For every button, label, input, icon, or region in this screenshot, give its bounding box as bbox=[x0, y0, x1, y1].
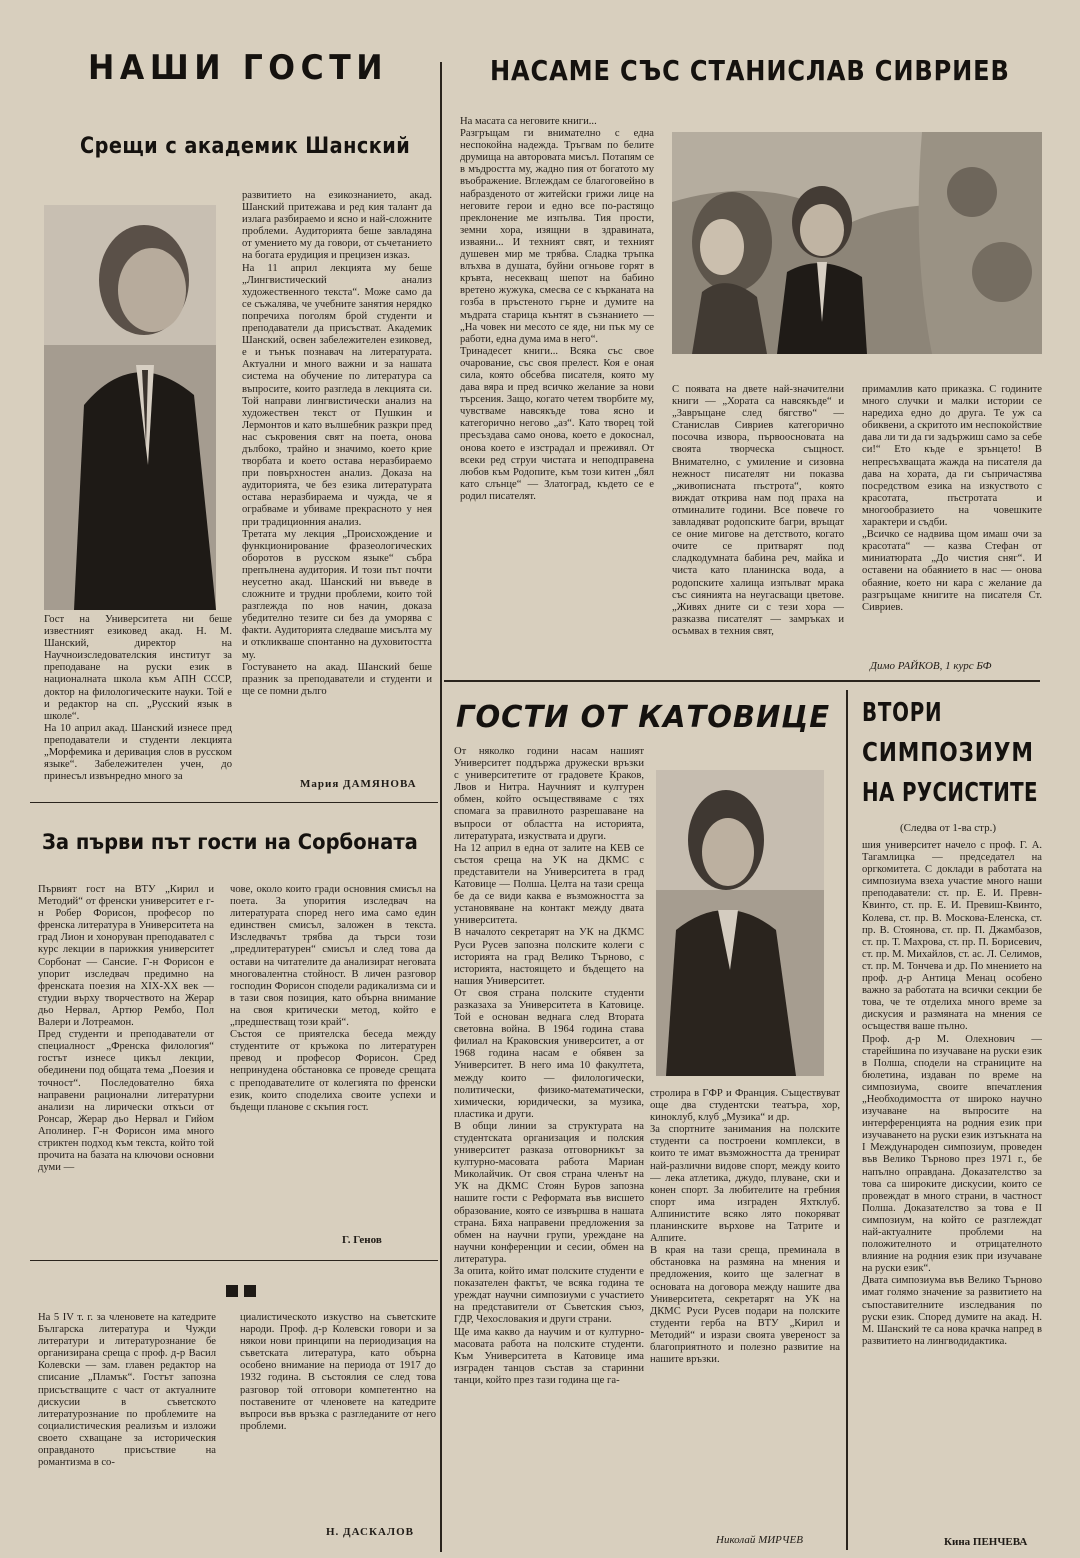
shanski-article-body: развитието на езикознанието, акад. Шанский притежава и ред кия талант да излага разбираемо и ясно и най-сложните проблеми. Аудиторията беше завладяна от умението му да говори, от съчетанието на богата ерудиция и прецизен изказ. На 11 април лекцията му беше „Лингвистический анализ художественного текста“. Може само да се съжалява, че учебните занятия нерядко попречиха поголям брой студенти и преподаватели да присъстват. Академик Шанский, освен забележителен езиковед, е и тънък познавач на литературата. Актуални и много важни и за нашата система на обучение по литература са въпросите, които разгледа в лекцията си. Той направи лингвистически анализ на художествен текст от Пушкин и Лермонтов и като вълшебник разкри пред нас съкровения свят на поета, онова дълбоко, трайно и значимо, което крие творбата и което остава неразбираемо при повърхностен анализ. Доказа на аудиторията, че без езика литературата остава неразбираема и чужда, че я ограбваме и убиваме прекрасното у нея при традиционния анализ. Третата му лекция „Происхождение и функционирование фразеологических оборотов в русском языке“ събра препълнена аудитория. И този път почти неусетно акад. Шанский ни въведе в сложните и трудни проблеми, които той разглежда по нов начин, доказа убедително тезите си без да уморява с факти. Аудиторията следваше мисълта му и откликваше спонтанно на духовитостта му. Гостуването на акад. Шанский беше празник за преподаватели и студенти и ще се помни дълго bbox=[242, 190, 432, 697]
sorbonne-col-right: чове, около които гради основния смисъл на поета. За упорития изследвач на литературата според него има само един единствен смисъл, заложен в текста. Изследвачът трябва да търси този „предлитературен“ смисъл и след това да остави на читателите да анализират неговата многовалентна стойност. В личен разговор господин Форисон сподели радикализма си и в тази своя позиция, като обърна внимание на своя критически метод, който е „предшестващ този край“. Състоя се приятелска беседа между студентите от кръжока по литературен превод и професор Форисон. Сред непринудена обстановка се проведе срещата с преподавателите от колегията по френски език, които споделиха своите успехи и бъдещи планове с скъпия гост. bbox=[230, 884, 436, 1113]
divider-sorbonne-top bbox=[30, 802, 438, 803]
column-divider-symposium bbox=[846, 690, 848, 1550]
katowice-photo bbox=[656, 770, 824, 1076]
shanski-caption: Гост на Университета ни беше известният езиковед акад. Н. М. Шанский, директор на Научноизследователския институт за преподаване на руски език в националната школа към АПН СССР, доктор на филологическите науки. Той е и редактор на сп. „Русский язык в школе“. На 10 април акад. Шанский изнесе пред преподаватели и студенти лекцията „Морфемика и деривация слов в русском языке“. Забележителен учен, до принесъл извънредно много за bbox=[44, 614, 232, 783]
portrait-silhouette-icon bbox=[44, 205, 216, 610]
kolevski-col-left: На 5 IV т. г. за членовете на катедрите Българска литература и Чужди литератури и литературознание бе организирана среща с проф. д-р Васил Колевски — зам. главен редактор на списание „Пламък“. Гостът запозна присъстващите с част от актуалните дискусии в съветското литературознание по проблемите на социалистическия реализъм и изложи своето схващане за историческия оправданото присъствие на романтизма в со- bbox=[38, 1312, 216, 1469]
katowice-col-right: стролира в ГФР и Франция. Съществуват още два студентски театъра, хор, киноклуб, клуб „Музика“ и др. За спортните занимания на полските студенти са построени комплекси, в които те имат възможността да тренират най-различни видове спорт, между които — лека атлетика, джудо, плуване, ски и конен спорт. За любителите на гребния спорт има изграден Яхтклуб. Алпинистите всяко лято покоряват планинските върхове на Татрите и Алпите. В края на тази среща, преминала в обстановка на размяна на мнения и предложения, които ще залегнат в основата на договора между нашите два Университета, секретарят на УК на ДКМС Руси Русев подари на полските студенти герба на ВТУ „Кирил и Методий“ и изрази своята увереност за благоприятното и полезно развитие на нашите връзки. bbox=[650, 1088, 840, 1366]
symposium-continued-note: (Следва от 1-ва стр.) bbox=[900, 822, 996, 834]
separator-squares bbox=[226, 1282, 266, 1296]
katowice-col-left: От няколко години насам нашият Университет поддържа дружески връзки с университетите от градовете Краков, Лвов и Нитра. Научният и културен обмен, който осъществяваме с тях спомага за правилното разрешаване на въпроси от областта на историята, литературата, изкуствата и други. На 12 април в една от залите на КЕВ се състоя среща на УК на ДКМС с представители на Университета в град Катовице — Полша. Целта на тази среща бе да се види каква е възможността за установяване на контакт между двата университета. В началото секретарят на УК на ДКМС Руси Русев запозна полските колеги с историята на град Велико Търново, с историята, настоящето и бъдещето на нашия Университет. От своя страна полските студенти разказаха за Университета в Катовице. Той е основан веднага след Втората световна война. В 1964 година става филиал на Краковския университет, а от 1968 година насам е обявен за Университет. В него има 10 факултета, между които — филологически, политически, физико-математически, химически, юридически, за музика, пластика и други. В общи линии за структурата на студентската организация и полския университет разказа отговорникът за културно-масовата работа Мариан Миколайчик. От своя страна членът на УК на ДКМС Стоян Буров запозна нашите гости с Реформата във висшето образование, която се извършва в нашата страна. Бяха направени предложения за обмен на научни групи, уреждане на научни конференции и сесии, обмен на литература. За опита, който имат полските студенти е показателен фактът, че всяка година те уреждат научни симпозиуми с участието на представители от Съветския съюз, ГДР, Чехословакия и други страни. Ще има какво да научим и от културно-масовата работа на полските студенти. Към Университета в Катовице има изграден танцов състав за старинни танци, който през тази година ще га- bbox=[454, 746, 644, 1386]
symposium-title-line3: НА РУСИСТИТЕ bbox=[862, 778, 1038, 808]
sivriev-signature: Димо РАЙКОВ, 1 курс БФ bbox=[870, 660, 992, 672]
shanski-subtitle: Срещи с академик Шанский bbox=[80, 134, 411, 159]
sivriev-title: НАСАМЕ СЪС СТАНИСЛАВ СИВРИЕВ bbox=[490, 54, 1010, 87]
sorbonne-col-left: Първият гост на ВТУ „Кирил и Методий“ от френски университет е г-н Робер Форисон, професор по френска литература в Университета на град Лион и хоноруван преподавател с курс лекции в парижкия университет Сорбонат — Сансие. Г-н Форисон е упорит изследвач предимно на френската поезия на XIX-XX век —студии върху творчеството на Жерар дьо Нервал, Артюр Рембо, Пол Валери и Лотреамон. Пред студенти и преподаватели от специалност „Френска филология“ гостът изнесе цикъл лекции, обединени под общата тема „Поезия и точност“. Последователно бяха направени рационални литературни анализи на лирически откъси от Ронсар, Жерар дьо Нервал и Гийом Аполинер. Г-н Форисон има много стриктен подход към текста, който той прочита на базата на ключови основни думи — bbox=[38, 884, 214, 1174]
symposium-title-line1: ВТОРИ bbox=[862, 698, 943, 728]
sivriev-col-right: примамлив като приказка. С годините много случки и малки истории се наредиха едно до друга. Те уж са обиквени, а скритото им неспокойствие дава ли ти да ги задържиш само за себе си!“ Ето къде е зрънцето! В непресъхващата жажда на писателя да дава на хората, да ги съпричастява посредством езика на изкуството с красотата, пъстротата и многообразието на човешките характери и съдби. „Всичко се надвива щом имаш очи за красотата“ — казва Стефан от миниатюрата „До чистия сняг“. И оставени на обаянието в нас — онова обаяние, което ни кара с желание да разгръщаме книгите на писателя Ст. Сивриев. bbox=[862, 384, 1042, 613]
writer-photo-icon bbox=[672, 132, 1042, 354]
shanski-signature: Мария ДАМЯНОВА bbox=[300, 778, 417, 790]
kolevski-signature: Н. ДАСКАЛОВ bbox=[326, 1526, 414, 1538]
sivriev-photo bbox=[672, 132, 1042, 354]
nashi-gosti-title: НАШИ ГОСТИ bbox=[88, 48, 389, 88]
katowice-title: ГОСТИ ОТ КАТОВИЦЕ bbox=[456, 700, 831, 735]
kolevski-col-right: циалистическото изкуство на съветските народи. Проф. д-р Колевски говори и за някои нови принципи на периодизация на съветската литература, като обърна особено внимание на периода от 1917 до 1932 година. В състоялия се след това разговор той отговори компетентно на поставените от членовете на катедрите въпроси във връзка с разгледаните от него проблеми. bbox=[240, 1312, 436, 1432]
student-portrait-icon bbox=[656, 770, 824, 1076]
divider-above-katowice bbox=[444, 680, 1040, 682]
sorbonne-signature: Г. Генов bbox=[342, 1234, 382, 1246]
sivriev-col-left: На масата са неговите книги... Разгръщам ги внимателно с една неспокойна надежда. Тръгвам по белите друмища на авторовата мисъл. Потапям се в мъдростта му, жадно пия от богатото му въображение. Вглеждам се благоговейно в набразденото от житейски грижи лице на неговите герои и едно все по-растящо преклонение ме изпълва. Тия прости, земни хора, изящни в здравината, изваяни... И техният свят, и техният душевен мир ме трябва. Сладка тръпка влъхва в душата, буйни огньове горят в кръвта, несекващ шепот на бабино вретено жужука, смесва се с кърканата на гозба в пръстеното гърне и думите на мъдрата старица кънтят в съзнанието — „На човек ни месото се яде, ни пък му се работи, една дума има в него“. Тринадесет книги... Всяка със свое очарование, със своя прелест. Коя е оная сила, която обсебва писателя, която му дава вяра и пред всичко желание за нови търсения. Защо, когато четем творбите му, чувстваме навсякъде това ясно и категорично негово „аз“. Като творец той пресъздава само онова, което е докоснал, онова което е изстрадал и преживял. От всеки ред струи чистата и неподправена любов към Родопите, към този китен „бял като слънце“ — Златоград, където се е родил писателят. bbox=[460, 116, 654, 502]
katowice-signature: Николай МИРЧЕВ bbox=[716, 1534, 803, 1546]
sorbonne-title: За първи път гости на Сорбоната bbox=[42, 830, 418, 854]
column-divider-main bbox=[440, 62, 442, 1552]
symposium-title-line2: СИМПОЗИУМ bbox=[862, 738, 1034, 768]
sivriev-col-mid: С появата на двете най-значителни книги — „Хората са навсякъде“ и „Завръщане след бягство“ — Станислав Сивриев категорично посочва извора, първоосновата на своята творческа същност. Внимателно, с умиление и сизовна нежност писателят ни показва „живописната пъстрота“, която виждат открива нам под праха на отминалите години. Все повече го завладяват родопските багри, връщат се оние мигове на детството, когато очите се притварят под сладкодумната бабина реч, майка и чиста като планинска вода, а родопските халища изпълват мрака със сиянията на неугасващи цветове. „Живях дните си с тези хора — разказва писателят — замръках и осъмвах в техния свят, bbox=[672, 384, 844, 637]
symposium-body: шия университет начело с проф. Г. А. Тагамлицка — председател на оргкомитета. С доклади в работата на симпозиума взеха участие много наши преподаватели: ст. пр. Е. И. Превн-Квинто, ст. пр. Е. И. Превиш-Квинто, Колева, ст. пр. В. Москова-Еленска, ст. пр. В. Стоянова, ст. пр. П. Джамбазов, ст. пр. Т. Махрова, ст. пр. П. Борисевич, ст. пр. М. Михайлов, ст. ас. Л. Селимов, ст. пр. М. Тончева и др. По мнението на проф. д-р Антица Менац особено важно за работата на всички секции бе това, че те отделиха много време за дискусия и размяната на мнения се осъществя ваше пълно. Проф. д-р М. Олехнович — старейшина по изучаване на руски език в Полша, сподели на страниците на бюлетина, издаван по време на симпозиума, своите впечатления „Необходимостта от широко научно изучаване на въпросите на интерференцията на родния език при изучаването на руски език изтъкната на I Международен симпозиум, проведен във Велико Търново през 1971 г., бе напълно оправдана. Доказателство за това са широките дискусии, които се провеждат в много страни, в частност Полша. Доказателство за това е II симпозиум, на който се разглеждат най-актуалните проблеми на положителното и отрицателното влияние на родния език при изучаване на руски език“. Двата симпозиума във Велико Търново имат голямо значение за развитието на съпоставителните изследвания по руски език. Според думите на акад. Н. М. Шанский те са нова крачка напред в развитието на лингводидактика. bbox=[862, 840, 1042, 1347]
shanski-photo bbox=[44, 205, 216, 610]
divider-bottom-left bbox=[30, 1260, 438, 1261]
symposium-signature: Кина ПЕНЧЕВА bbox=[944, 1536, 1028, 1548]
